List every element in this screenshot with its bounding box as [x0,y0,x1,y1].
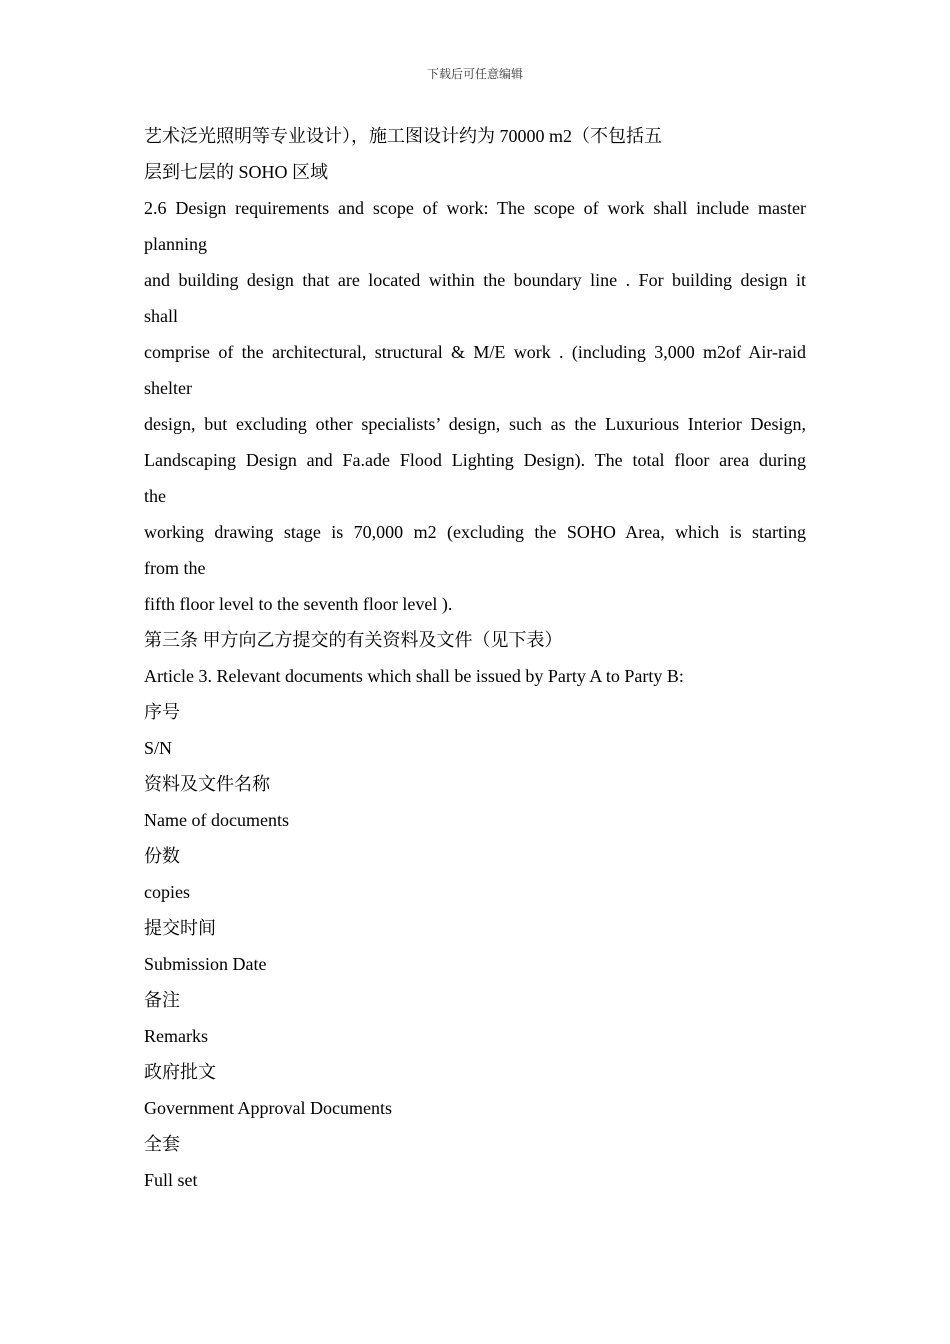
table-header-date-en: Submission Date [144,954,267,974]
document-body [144,118,806,1198]
table-header-copies-zh: 份数 [144,846,180,866]
table-cell-doc-en: Government Approval Documents [144,1098,392,1118]
page-header: 下载后可任意编辑 [426,67,523,81]
text-line: comprise of the architectural, structural & M/E work . (including 3,000 m2of Air-raid [144,342,806,362]
table-header-sn-zh: 序号 [144,702,180,722]
text-line: working drawing stage is 70,000 m2 (excluding the SOHO Area, which is starting [144,522,806,542]
table-cell-copies-zh: 全套 [144,1134,180,1154]
text-line: shall [144,306,178,326]
text-line: fifth floor level to the seventh floor level ). [144,594,453,614]
table-header-sn-en: S/N [144,738,173,758]
text-line: 2.6 Design requirements and scope of work: The scope of work shall include master [144,198,806,218]
table-cell-doc-zh: 政府批文 [144,1062,216,1082]
text-line: planning [144,234,207,254]
text-line: shelter [144,378,192,398]
text-line: 艺术泛光照明等专业设计），施工图设计约为 70000 m2（不包括五 [144,126,662,146]
text-line: from the [144,558,206,578]
table-header-remarks-zh: 备注 [144,990,180,1010]
article-heading-zh: 第三条 甲方向乙方提交的有关资料及文件（见下表） [144,630,563,650]
table-header-copies-en: copies [144,882,190,902]
table-cell-copies-en: Full set [144,1170,198,1190]
table-header-date-zh: 提交时间 [144,918,216,938]
table-header-name-zh: 资料及文件名称 [144,774,270,794]
article-heading-en: Article 3. Relevant documents which shall be issued by Party A to Party B: [144,666,684,686]
text-line: the [144,486,166,506]
table-header-name-en: Name of documents [144,810,289,830]
text-line: and building design that are located within the boundary line . For building design it [144,270,806,290]
text-line: Landscaping Design and Fa.ade Flood Lighting Design). The total floor area during [144,450,806,470]
table-header-remarks-en: Remarks [144,1026,208,1046]
text-line: 层到七层的 SOHO 区域 [144,162,329,182]
text-line: design, but excluding other specialists’ design, such as the Luxurious Interior Design, [144,414,806,434]
